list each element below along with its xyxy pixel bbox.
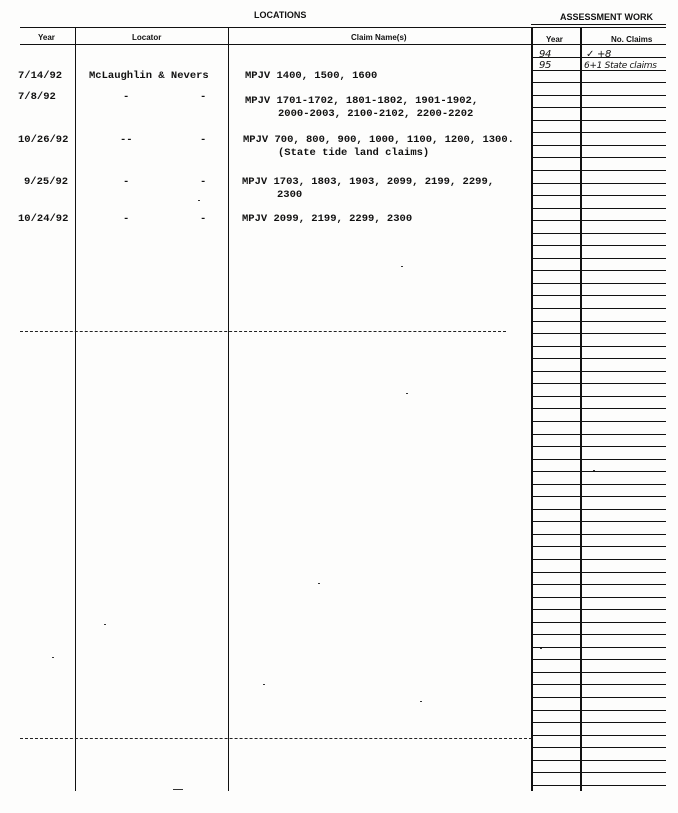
row1-date: 7/14/92 <box>18 70 63 82</box>
assessment-rule <box>531 333 666 334</box>
row4-claims-line2: 2300 <box>277 189 303 201</box>
assessment-rule <box>531 220 666 221</box>
scan-speck <box>173 789 183 790</box>
assessment-rule <box>531 609 666 610</box>
assessment-rule <box>531 145 666 146</box>
assessment-rule <box>531 722 666 723</box>
scan-speck <box>263 684 265 685</box>
assessment-rule <box>531 634 666 635</box>
locations-title: LOCATIONS <box>254 10 307 20</box>
assessment-rule <box>531 408 666 409</box>
header-bottom-rule <box>20 44 666 45</box>
assessment-rule <box>531 270 666 271</box>
assessment-rule <box>531 107 666 108</box>
assessment-rule <box>531 233 666 234</box>
row3-claims-line1: MPJV 700, 800, 900, 1000, 1100, 1200, 1300. <box>243 134 514 146</box>
assessment-rule <box>531 446 666 447</box>
assessment-rule <box>531 672 666 673</box>
assessment-rule <box>531 684 666 685</box>
divider-year-locator <box>75 28 76 791</box>
row5-locator-ditto-right: - <box>200 213 207 225</box>
assessment-rule <box>531 622 666 623</box>
assessment-rule <box>531 735 666 736</box>
assessment-rule <box>531 308 666 309</box>
assessment-rule <box>531 245 666 246</box>
assess-claims-95: 6+1 State claims <box>584 61 657 71</box>
assessment-rule <box>531 132 666 133</box>
assessment-rule <box>531 747 666 748</box>
assessment-rule <box>531 358 666 359</box>
row4-locator-ditto-left: - <box>123 176 130 188</box>
cut-line-upper <box>20 331 506 332</box>
assessment-rule <box>531 208 666 209</box>
header-top-rule <box>20 27 666 28</box>
scan-speck <box>406 393 408 394</box>
assessment-rule <box>531 521 666 522</box>
assessment-rule <box>531 170 666 171</box>
assessment-rule <box>531 321 666 322</box>
assessment-work-title: ASSESSMENT WORK <box>560 12 654 22</box>
assessment-rule <box>531 459 666 460</box>
assessment-rule <box>531 772 666 773</box>
col-header-claim-names: Claim Name(s) <box>351 33 407 42</box>
assessment-rule <box>531 496 666 497</box>
assessment-rule <box>531 295 666 296</box>
assessment-rule <box>531 785 666 786</box>
assessment-rule <box>531 258 666 259</box>
row5-date: 10/24/92 <box>18 213 69 225</box>
scan-speck <box>401 266 403 267</box>
assessment-rule <box>531 697 666 698</box>
assessment-rule <box>531 659 666 660</box>
assessment-rule <box>531 584 666 585</box>
scan-speck <box>540 648 542 649</box>
assess-claims-94: ✓ +8 <box>586 49 612 60</box>
scan-speck <box>104 624 106 625</box>
row2-claims-line2: 2000-2003, 2100-2102, 2200-2202 <box>278 108 474 120</box>
assessment-rule <box>531 471 666 472</box>
row4-date: 9/25/92 <box>24 176 69 188</box>
row2-date: 7/8/92 <box>18 91 56 103</box>
assessment-rule <box>531 647 666 648</box>
assessment-rule <box>531 710 666 711</box>
assessment-rule <box>531 283 666 284</box>
assess-year-95: 95 <box>539 60 552 71</box>
row4-locator-ditto-right: - <box>200 176 207 188</box>
assessment-rule <box>531 120 666 121</box>
assessment-rule <box>531 509 666 510</box>
row3-date: 10/26/92 <box>18 134 69 146</box>
assessment-rule <box>531 484 666 485</box>
assess-year-94: 94 <box>539 49 552 60</box>
scan-speck <box>593 470 595 471</box>
assessment-rule <box>531 195 666 196</box>
scan-speck <box>198 200 200 201</box>
assessment-rule <box>531 82 666 83</box>
row4-claims-line1: MPJV 1703, 1803, 1903, 2099, 2199, 2299, <box>242 176 495 188</box>
divider-assess-year-claims <box>580 27 582 791</box>
assessment-rule <box>531 572 666 573</box>
row5-claims-line1: MPJV 2099, 2199, 2299, 2300 <box>242 213 413 225</box>
row3-locator-ditto-right: - <box>200 134 207 146</box>
assessment-top-rule <box>531 24 666 25</box>
assessment-rule <box>531 371 666 372</box>
assessment-rule <box>531 95 666 96</box>
assessment-rule <box>531 183 666 184</box>
row1-claims-line1: MPJV 1400, 1500, 1600 <box>245 70 378 82</box>
row2-claims-line1: MPJV 1701-1702, 1801-1802, 1901-1902, <box>245 95 479 107</box>
assessment-rule <box>531 434 666 435</box>
assessment-rule <box>531 534 666 535</box>
assessment-rule <box>531 396 666 397</box>
assessment-rule <box>531 383 666 384</box>
row2-locator-ditto-left: - <box>123 91 130 103</box>
assessment-rule <box>531 157 666 158</box>
col-header-assess-year: Year <box>546 35 563 44</box>
row3-claims-line2: (State tide land claims) <box>278 147 430 159</box>
cut-line-lower <box>20 738 532 739</box>
assessment-rule <box>531 597 666 598</box>
assessment-rule <box>531 421 666 422</box>
col-header-year: Year <box>38 33 55 42</box>
scan-speck <box>420 701 422 702</box>
row1-locator: McLaughlin & Nevers <box>89 70 209 82</box>
assessment-rule <box>531 546 666 547</box>
divider-claims-assessment <box>531 27 533 791</box>
col-header-no-claims: No. Claims <box>611 35 653 44</box>
row2-locator-ditto-right: - <box>200 91 207 103</box>
scan-speck <box>52 657 54 658</box>
row3-locator-ditto-left: -- <box>120 134 133 146</box>
row5-locator-ditto-left: - <box>123 213 130 225</box>
divider-locator-claims <box>228 27 229 791</box>
assessment-rule <box>531 559 666 560</box>
scan-speck <box>318 583 320 584</box>
assessment-rule <box>531 760 666 761</box>
assessment-rule <box>531 346 666 347</box>
col-header-locator: Locator <box>132 33 162 42</box>
